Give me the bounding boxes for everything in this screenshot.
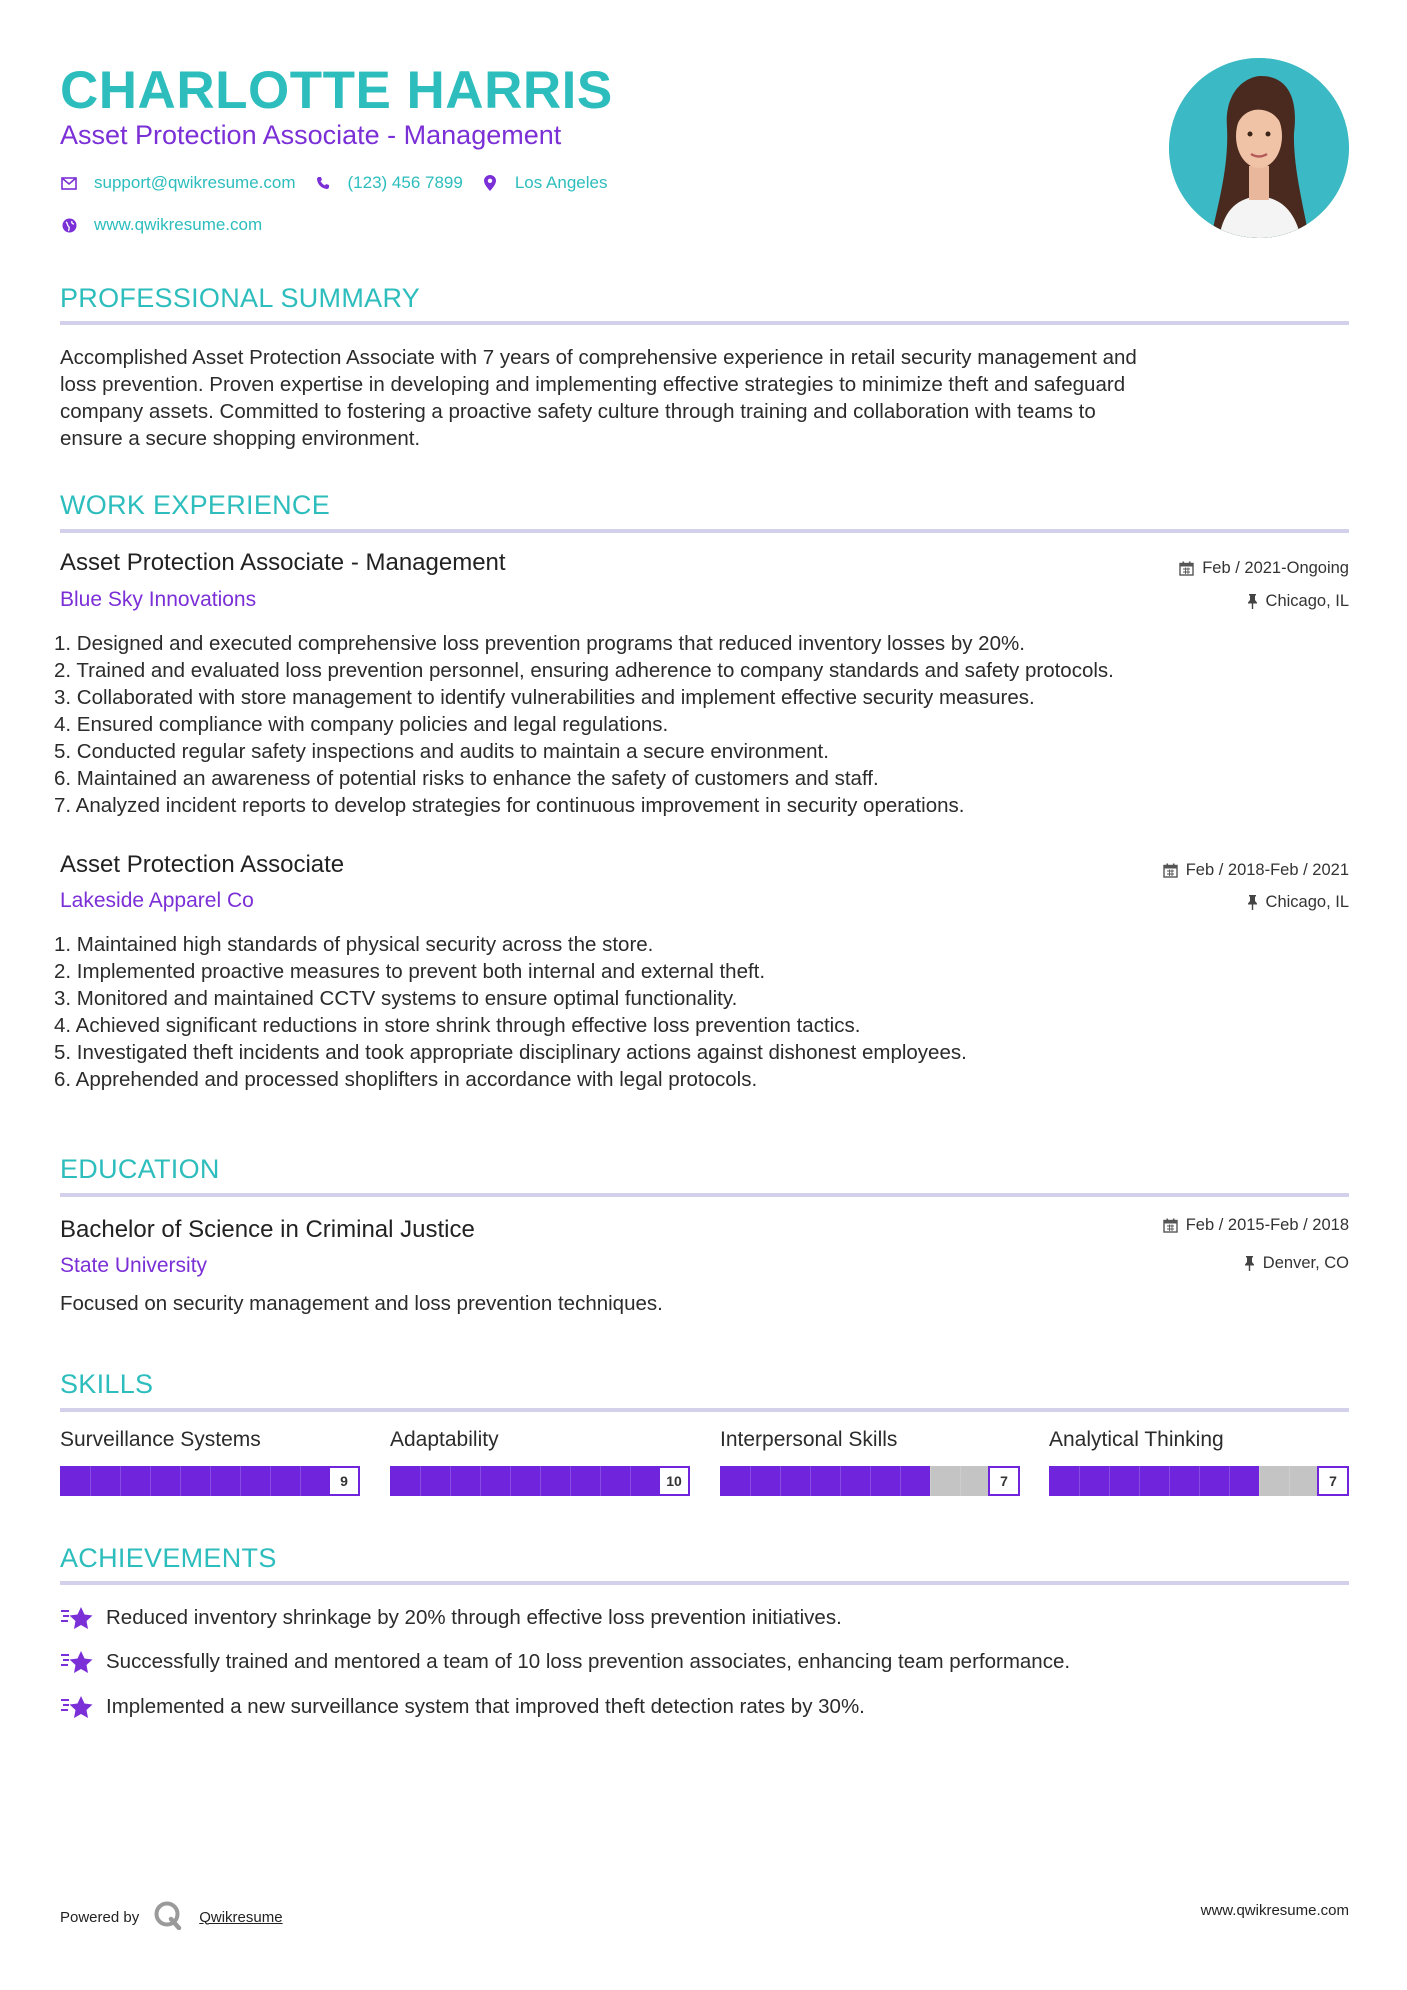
skill-level-badge: 10 <box>658 1466 690 1496</box>
map-pin-icon <box>481 174 499 192</box>
skill-bar-segment <box>240 1466 241 1496</box>
job-dates-text: Feb / 2018-Feb / 2021 <box>1185 861 1349 879</box>
summary-heading: PROFESSIONAL SUMMARY <box>60 283 421 313</box>
skill-interpersonal-skills <box>720 1428 1020 1496</box>
star-icon <box>60 1604 94 1632</box>
education-location-text: Denver, CO <box>1262 1254 1349 1272</box>
skill-bar-segment <box>780 1466 781 1496</box>
pushpin-icon <box>1244 1256 1255 1271</box>
skill-label: Interpersonal Skills <box>720 1428 898 1451</box>
candidate-title: Asset Protection Associate - Management <box>60 120 562 150</box>
section-divider <box>60 529 1349 533</box>
calendar-icon <box>1163 863 1178 878</box>
skill-bar-segment <box>1229 1466 1230 1496</box>
skill-bar-segment <box>540 1466 541 1496</box>
skill-bar-segment <box>840 1466 841 1496</box>
pushpin-icon <box>1247 895 1258 910</box>
summary-line: Accomplished Asset Protection Associate with 7 years of comprehensive experience in retail security management and <box>60 346 1137 369</box>
envelope-icon <box>60 174 78 192</box>
job-location <box>1247 592 1349 611</box>
skill-bar <box>60 1466 360 1496</box>
skill-label: Adaptability <box>390 1428 499 1451</box>
powered-by <box>60 1900 283 1934</box>
skill-bar-segment <box>1169 1466 1170 1496</box>
achievement-text: Successfully trained and mentored a team of 10 loss prevention associates, enhancing team performance. <box>106 1650 1071 1673</box>
skill-bar-segment <box>900 1466 901 1496</box>
list-item: 7. Analyzed incident reports to develop strategies for continuous improvement in security operations. <box>54 794 965 817</box>
skill-label: Analytical Thinking <box>1049 1428 1224 1451</box>
globe-icon <box>60 216 78 234</box>
education-heading: EDUCATION <box>60 1154 220 1184</box>
skill-bar-segment <box>1079 1466 1080 1496</box>
list-item: 5. Investigated theft incidents and took appropriate disciplinary actions against dishonest employees. <box>54 1041 967 1064</box>
job-dates <box>1179 559 1349 578</box>
skill-bar-segment <box>270 1466 271 1496</box>
summary-line: company assets. Committed to fostering a proactive safety culture through training and collaboration with teams to <box>60 400 1096 423</box>
skill-bar-fill <box>60 1466 330 1496</box>
skill-bar-segment <box>420 1466 421 1496</box>
skill-bar <box>390 1466 690 1496</box>
skill-bar-segment <box>1259 1466 1260 1496</box>
skill-bar-segment <box>150 1466 151 1496</box>
list-item: 3. Collaborated with store management to identify vulnerabilities and implement effective security measures. <box>54 686 1035 709</box>
job-company: Blue Sky Innovations <box>60 588 257 611</box>
powered-by-label: Powered by <box>60 1908 140 1926</box>
job-location <box>1247 893 1349 912</box>
website-text: www.qwikresume.com <box>94 215 263 234</box>
skill-bar-segment <box>120 1466 121 1496</box>
star-icon <box>60 1648 94 1676</box>
list-item: 4. Achieved significant reductions in store shrink through effective loss prevention tactics. <box>54 1014 861 1037</box>
pushpin-icon <box>1247 594 1258 609</box>
skill-bar-segment <box>1109 1466 1110 1496</box>
section-divider <box>60 1193 1349 1197</box>
list-item: 6. Apprehended and processed shoplifters in accordance with legal protocols. <box>54 1068 758 1091</box>
skill-bar-segment <box>510 1466 511 1496</box>
skill-bar-segment <box>930 1466 931 1496</box>
skill-surveillance-systems <box>60 1428 360 1496</box>
skill-bar-segment <box>480 1466 481 1496</box>
achievement-item <box>60 1604 842 1632</box>
email-text: support@qwikresume.com <box>94 173 296 192</box>
skill-bar-segment <box>300 1466 301 1496</box>
job-bullets <box>54 630 1344 819</box>
profile-photo <box>1169 58 1349 238</box>
skill-bar-segment <box>90 1466 91 1496</box>
skill-bar-segment <box>750 1466 751 1496</box>
education-degree: Bachelor of Science in Criminal Justice <box>60 1216 475 1243</box>
skill-bar-segment <box>1139 1466 1140 1496</box>
skill-bar <box>1049 1466 1349 1496</box>
website-row[interactable] <box>60 215 262 235</box>
location-text: Los Angeles <box>514 173 608 192</box>
experience-heading: WORK EXPERIENCE <box>60 490 331 520</box>
education-location <box>1244 1254 1349 1273</box>
skill-bar-segment <box>1289 1466 1290 1496</box>
skill-level-badge: 7 <box>1317 1466 1349 1496</box>
education-dates-text: Feb / 2015-Feb / 2018 <box>1185 1216 1349 1234</box>
calendar-icon <box>1179 561 1194 576</box>
job-location-text: Chicago, IL <box>1265 592 1349 610</box>
skill-label: Surveillance Systems <box>60 1428 261 1451</box>
skill-bar-segment <box>570 1466 571 1496</box>
job-company: Lakeside Apparel Co <box>60 889 254 912</box>
job-bullets <box>54 931 1344 1093</box>
list-item: 2. Implemented proactive measures to prevent both internal and external theft. <box>54 960 766 983</box>
skill-bar-fill <box>720 1466 930 1496</box>
section-divider <box>60 321 1349 325</box>
qwikresume-link[interactable]: Qwikresume <box>199 1908 283 1926</box>
summary-line: loss prevention. Proven expertise in developing and implementing effective strategies to minimize theft and safeguard <box>60 373 1126 396</box>
list-item: 1. Maintained high standards of physical security across the store. <box>54 933 654 956</box>
skill-level-badge: 9 <box>328 1466 360 1496</box>
list-item: 3. Monitored and maintained CCTV systems to ensure optimal functionality. <box>54 987 738 1010</box>
job-dates-text: Feb / 2021-Ongoing <box>1202 559 1349 577</box>
contact-row <box>60 173 625 193</box>
section-divider <box>60 1408 1349 1412</box>
job-role: Asset Protection Associate - Management <box>60 549 506 576</box>
skill-bar-segment <box>180 1466 181 1496</box>
education-description: Focused on security management and loss prevention techniques. <box>60 1292 663 1315</box>
skill-adaptability <box>390 1428 690 1496</box>
list-item: 2. Trained and evaluated loss prevention personnel, ensuring adherence to company standards and safety protocols. <box>54 659 1114 682</box>
skill-bar-segment <box>960 1466 961 1496</box>
achievement-text: Implemented a new surveillance system that improved theft detection rates by 30%. <box>106 1695 865 1718</box>
phone-item[interactable] <box>314 173 463 193</box>
job-dates <box>1163 861 1349 880</box>
skills-heading: SKILLS <box>60 1369 154 1399</box>
star-icon <box>60 1693 94 1721</box>
list-item: 6. Maintained an awareness of potential risks to enhance the safety of customers and staff. <box>54 767 879 790</box>
job-role: Asset Protection Associate <box>60 851 345 878</box>
email-item[interactable] <box>60 173 296 193</box>
skill-bar-segment <box>630 1466 631 1496</box>
qwikresume-logo-icon <box>153 1900 183 1934</box>
achievement-item <box>60 1693 865 1721</box>
skill-bar-fill <box>1049 1466 1259 1496</box>
achievements-heading: ACHIEVEMENTS <box>60 1543 277 1573</box>
summary-text <box>60 344 1349 452</box>
list-item: 1. Designed and executed comprehensive loss prevention programs that reduced inventory losses by 20%. <box>54 632 1025 655</box>
skill-bar-segment <box>870 1466 871 1496</box>
skill-bar <box>720 1466 1020 1496</box>
skill-bar-segment <box>810 1466 811 1496</box>
skill-bar-segment <box>210 1466 211 1496</box>
education-dates <box>1163 1216 1349 1235</box>
achievement-text: Reduced inventory shrinkage by 20% through effective loss prevention initiatives. <box>106 1606 842 1629</box>
phone-text: (123) 456 7899 <box>347 173 463 192</box>
skill-analytical-thinking <box>1049 1428 1349 1496</box>
job-location-text: Chicago, IL <box>1265 893 1349 911</box>
calendar-icon <box>1163 1218 1178 1233</box>
phone-icon <box>314 174 332 192</box>
location-item <box>481 173 608 193</box>
achievement-item <box>60 1648 1070 1676</box>
list-item: 5. Conducted regular safety inspections and audits to maintain a secure environment. <box>54 740 829 763</box>
skill-bar-segment <box>1199 1466 1200 1496</box>
skill-level-badge: 7 <box>988 1466 1020 1496</box>
list-item: 4. Ensured compliance with company policies and legal regulations. <box>54 713 669 736</box>
section-divider <box>60 1581 1349 1585</box>
skill-bar-segment <box>600 1466 601 1496</box>
skill-bar-segment <box>450 1466 451 1496</box>
summary-line: ensure a secure shopping environment. <box>60 427 421 450</box>
education-school: State University <box>60 1254 208 1277</box>
footer-website[interactable]: www.qwikresume.com <box>1200 1902 1349 1919</box>
candidate-name: CHARLOTTE HARRIS <box>60 61 613 120</box>
